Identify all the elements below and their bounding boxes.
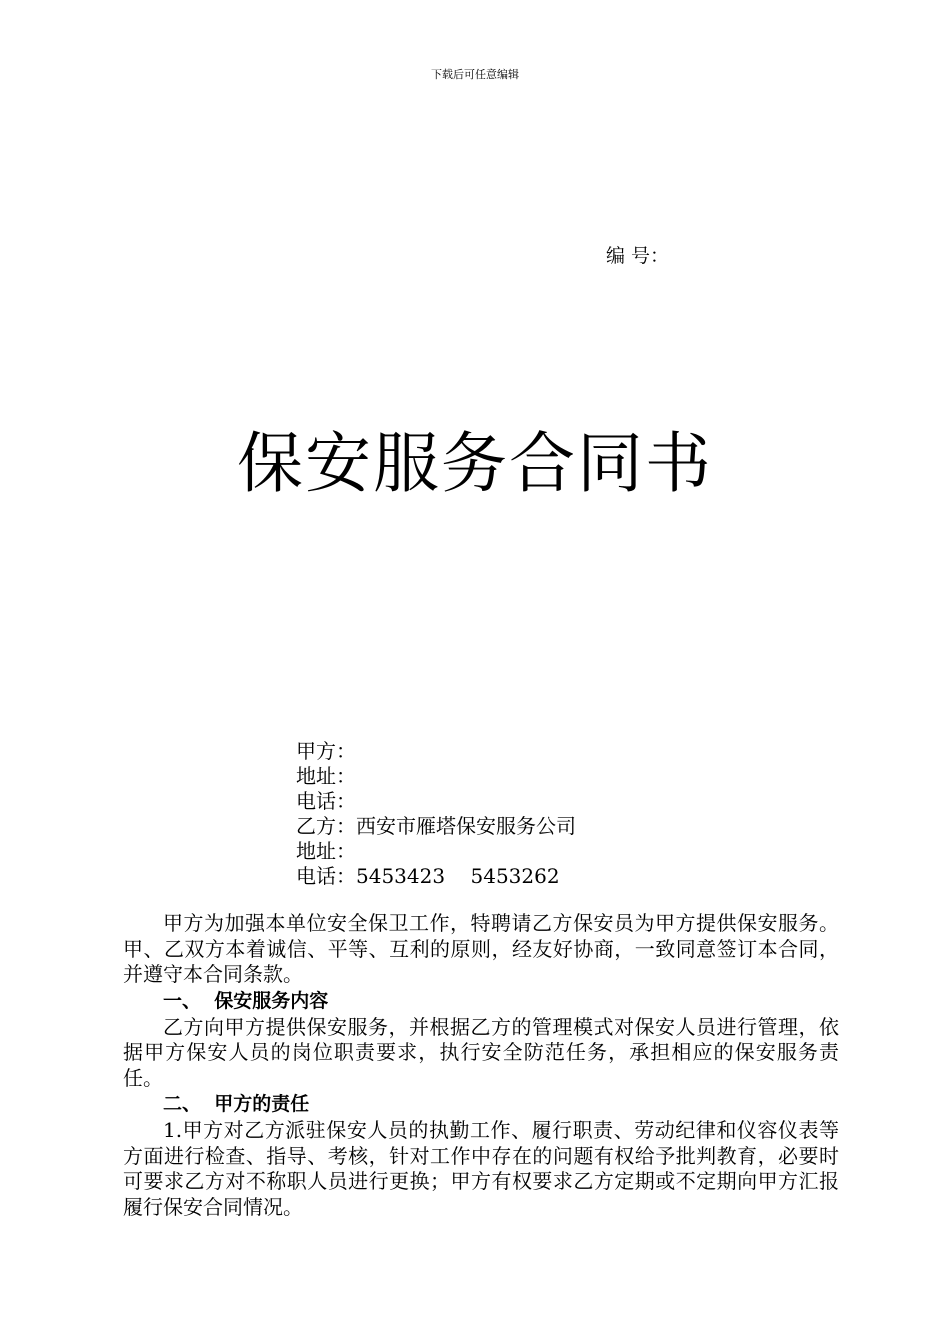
party-b-name: 乙方：西安市雁塔保安服务公司 <box>296 814 576 838</box>
party-a-label: 甲方： <box>296 739 356 763</box>
section-heading-party-a-duties: 二、 甲方的责任 <box>163 1093 310 1115</box>
party-b-phone: 电话：5453423 5453262 <box>296 864 560 888</box>
header-note: 下载后可任意编辑 <box>431 68 519 81</box>
intro-paragraph: 甲方为加强本单位安全保卫工作，特聘请乙方保安员为甲方提供保安服务。甲、乙双方本着诚信、平等、互利的原则，经友好协商，一致同意签订本合同，并遵守本合同条款。 <box>123 911 839 986</box>
party-a-phone: 电话： <box>296 789 356 813</box>
section-heading-service-content: 一、 保安服务内容 <box>163 989 329 1012</box>
contract-body <box>123 911 839 1220</box>
document-title: 保安服务合同书 <box>237 425 713 502</box>
document-number-label: 编 号： <box>606 245 670 267</box>
section-text-service-content: 乙方向甲方提供保安服务，并根据乙方的管理模式对保安人员进行管理，依据甲方保安人员的岗位职责要求，执行安全防范任务，承担相应的保安服务责任。 <box>123 1014 839 1090</box>
party-b-address: 地址： <box>296 839 356 863</box>
section-text-party-a-duties: 1.甲方对乙方派驻保安人员的执勤工作、履行职责、劳动纪律和仪容仪表等方面进行检查、指导、考核，针对工作中存在的问题有权给予批判教育，必要时可要求乙方对不称职人员进行更换；甲方有权要求乙方定期或不定期向甲方汇报履行保安合同情况。 <box>123 1118 839 1219</box>
parties-block <box>296 739 576 889</box>
party-a-address: 地址： <box>296 764 356 788</box>
